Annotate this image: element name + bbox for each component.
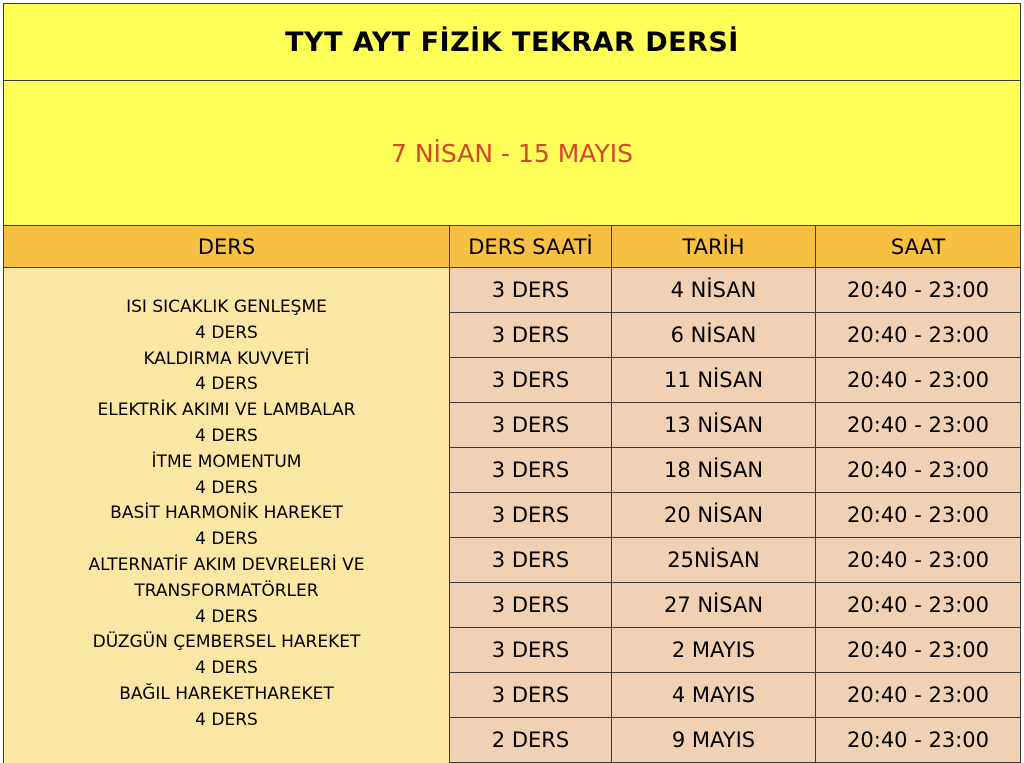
title-cell[interactable] bbox=[3, 3, 1021, 81]
time-cell[interactable]: 20:40 - 23:00 bbox=[816, 673, 1021, 718]
topic-line: 4 DERS bbox=[195, 477, 258, 498]
date-cell[interactable]: 2 MAYIS bbox=[612, 628, 816, 673]
date-cell[interactable]: 20 NİSAN bbox=[612, 493, 816, 538]
header-cell-saat[interactable] bbox=[815, 226, 1021, 268]
table-row bbox=[449, 313, 1021, 358]
topic-line: DÜZGÜN ÇEMBERSEL HAREKET bbox=[92, 632, 361, 653]
date-range: 7 NİSAN - 15 MAYIS bbox=[391, 138, 633, 168]
header-label-ders-saati: DERS SAATİ bbox=[468, 234, 593, 259]
date-cell[interactable]: 25NİSAN bbox=[612, 538, 816, 583]
header-label-tarih: TARİH bbox=[682, 234, 745, 259]
hours-cell[interactable]: 3 DERS bbox=[449, 403, 612, 448]
time-cell[interactable]: 20:40 - 23:00 bbox=[816, 718, 1021, 763]
table-row bbox=[449, 628, 1021, 673]
table-row bbox=[449, 448, 1021, 493]
header-cell-tarih[interactable] bbox=[611, 226, 816, 268]
topic-line: ISI SICAKLIK GENLEŞME bbox=[126, 297, 327, 317]
topic-line: 4 DERS bbox=[195, 529, 258, 550]
date-cell[interactable]: 9 MAYIS bbox=[612, 718, 816, 763]
topic-line: 4 DERS bbox=[195, 658, 258, 679]
topic-line: 4 DERS bbox=[195, 709, 258, 730]
header-cell-ders[interactable] bbox=[3, 226, 450, 268]
hours-cell[interactable]: 2 DERS bbox=[449, 718, 612, 763]
table-row bbox=[449, 493, 1021, 538]
topic-line: TRANSFORMATÖRLER bbox=[134, 580, 319, 601]
date-cell[interactable]: 27 NİSAN bbox=[612, 583, 816, 628]
header-label-saat: SAAT bbox=[890, 234, 946, 259]
hours-cell[interactable]: 3 DERS bbox=[449, 673, 612, 718]
hours-cell[interactable]: 3 DERS bbox=[449, 493, 612, 538]
table-row bbox=[449, 358, 1021, 403]
header-cell-ders-saati[interactable] bbox=[449, 226, 612, 268]
topic-line: ALTERNATİF AKIM DEVRELERİ VE bbox=[88, 554, 365, 575]
date-cell[interactable]: 4 MAYIS bbox=[612, 673, 816, 718]
table-row bbox=[449, 268, 1021, 313]
time-cell[interactable]: 20:40 - 23:00 bbox=[816, 403, 1021, 448]
date-cell[interactable]: 13 NİSAN bbox=[612, 403, 816, 448]
time-cell[interactable]: 20:40 - 23:00 bbox=[816, 538, 1021, 583]
topic-line: BAĞIL HAREKETHAREKET bbox=[119, 683, 334, 704]
table-row bbox=[449, 583, 1021, 628]
topics-cell[interactable] bbox=[3, 268, 450, 763]
time-cell[interactable]: 20:40 - 23:00 bbox=[816, 268, 1021, 313]
time-cell[interactable]: 20:40 - 23:00 bbox=[816, 448, 1021, 493]
topic-line: İTME MOMENTUM bbox=[151, 451, 302, 472]
topic-line: 4 DERS bbox=[195, 374, 258, 395]
topic-line: ELEKTRİK AKIMI VE LAMBALAR bbox=[97, 400, 356, 421]
date-cell[interactable]: 6 NİSAN bbox=[612, 313, 816, 358]
table-row bbox=[449, 403, 1021, 448]
hours-cell[interactable]: 3 DERS bbox=[449, 313, 612, 358]
schedule-rows bbox=[449, 268, 1021, 763]
date-cell[interactable]: 4 NİSAN bbox=[612, 268, 816, 313]
table-row bbox=[449, 673, 1021, 718]
hours-cell[interactable]: 3 DERS bbox=[449, 448, 612, 493]
table-row bbox=[449, 538, 1021, 583]
topic-line: KALDIRMA KUVVETİ bbox=[143, 348, 310, 369]
time-cell[interactable]: 20:40 - 23:00 bbox=[816, 313, 1021, 358]
hours-cell[interactable]: 3 DERS bbox=[449, 268, 612, 313]
time-cell[interactable]: 20:40 - 23:00 bbox=[816, 583, 1021, 628]
hours-cell[interactable]: 3 DERS bbox=[449, 358, 612, 403]
topic-line: 4 DERS bbox=[195, 425, 258, 446]
time-cell[interactable]: 20:40 - 23:00 bbox=[816, 493, 1021, 538]
date-cell[interactable]: 18 NİSAN bbox=[612, 448, 816, 493]
date-range-cell[interactable] bbox=[3, 81, 1021, 226]
time-cell[interactable]: 20:40 - 23:00 bbox=[816, 628, 1021, 673]
topic-line: 4 DERS bbox=[195, 322, 258, 343]
topic-line: BASİT HARMONİK HAREKET bbox=[110, 503, 343, 524]
hours-cell[interactable]: 3 DERS bbox=[449, 538, 612, 583]
table-row bbox=[449, 718, 1021, 763]
time-cell[interactable]: 20:40 - 23:00 bbox=[816, 358, 1021, 403]
header-label-ders: DERS bbox=[197, 234, 256, 259]
date-cell[interactable]: 11 NİSAN bbox=[612, 358, 816, 403]
hours-cell[interactable]: 3 DERS bbox=[449, 628, 612, 673]
hours-cell[interactable]: 3 DERS bbox=[449, 583, 612, 628]
page-title: TYT AYT FİZİK TEKRAR DERSİ bbox=[285, 26, 739, 58]
topic-line: 4 DERS bbox=[195, 606, 258, 627]
